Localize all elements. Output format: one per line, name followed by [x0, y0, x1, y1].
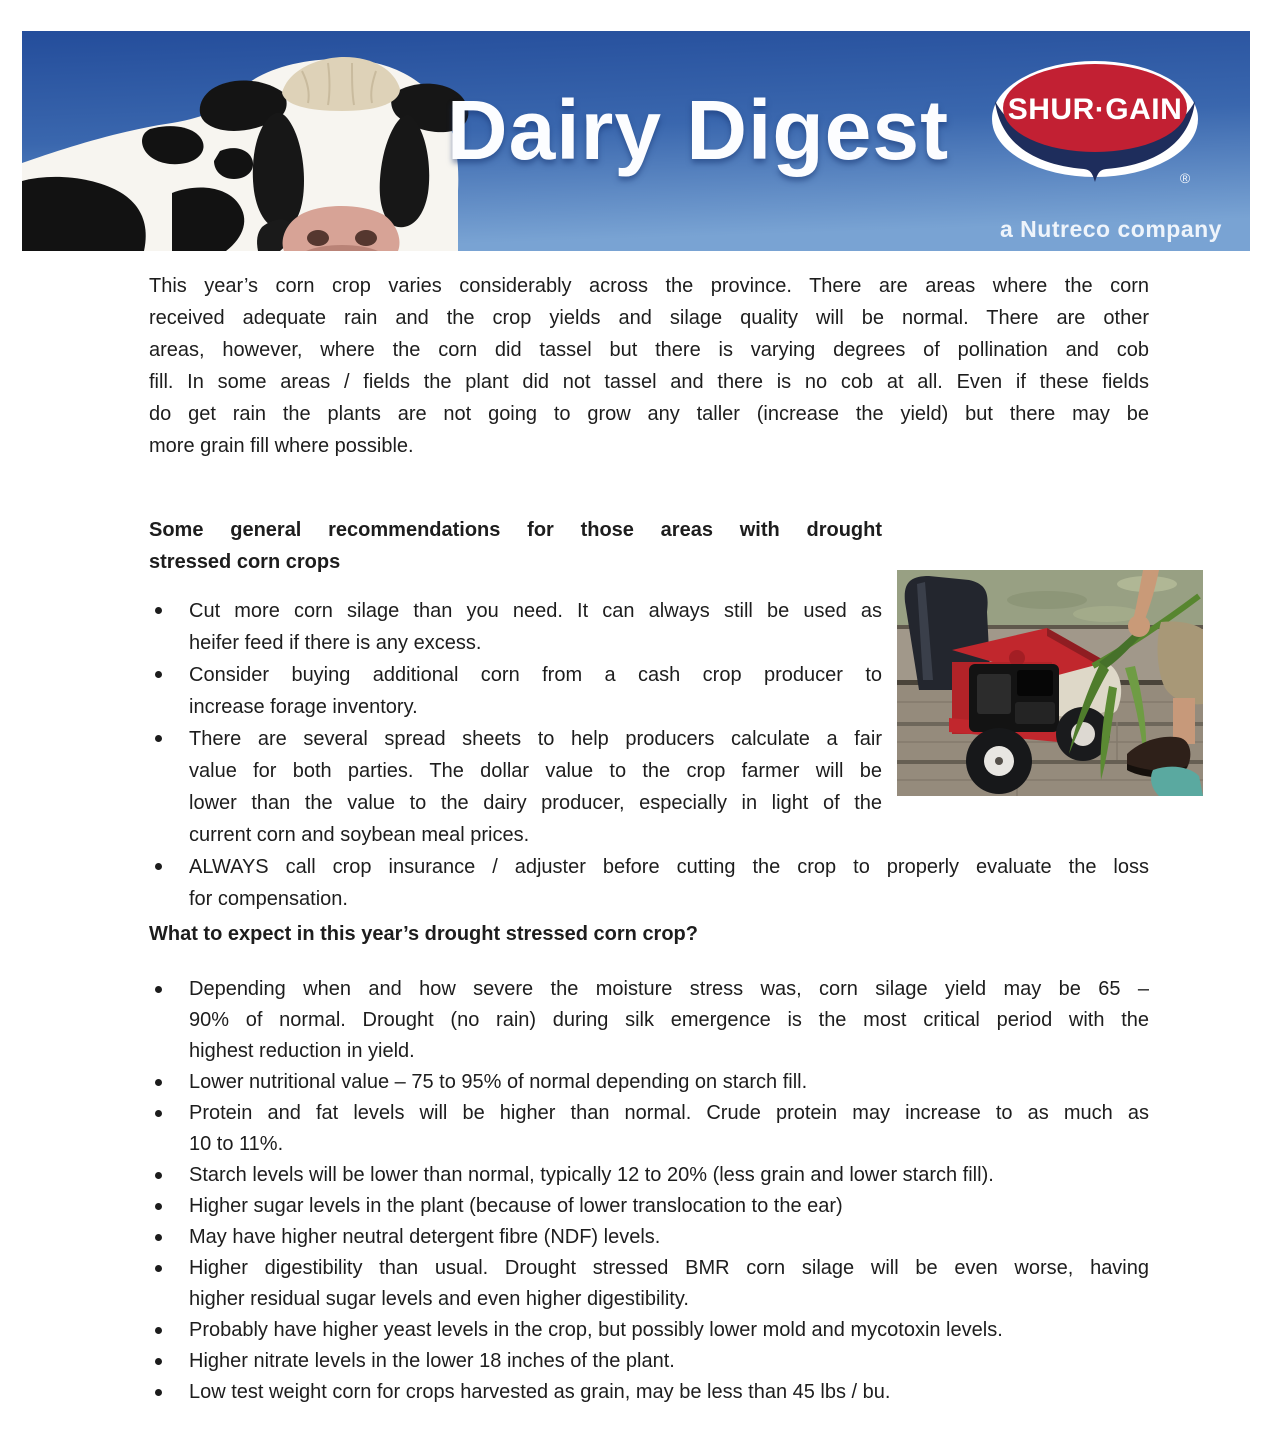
text-line: Lower nutritional value – 75 to 95% of normal depending on starch fill. — [189, 1071, 808, 1093]
text-line: more grain fill where possible. — [149, 435, 414, 457]
text-line: fill. In some areas / fields the plant did not tassel and there is no cob at all. Even if these fields — [149, 371, 1149, 393]
bullet-item — [149, 1191, 1149, 1222]
text-line: Higher sugar levels in the plant (because of lower translocation to the ear) — [189, 1195, 843, 1217]
text-line: Low test weight corn for crops harvested as grain, may be less than 45 lbs / bu. — [189, 1381, 891, 1403]
text-line: increase forage inventory. — [189, 696, 418, 718]
bullet-item — [149, 659, 882, 723]
cow-nostril — [307, 230, 329, 246]
bullet-item — [149, 1346, 1149, 1377]
text-line: Some general recommendations for those areas with drought — [149, 519, 882, 541]
section2-bullet-list — [149, 974, 1149, 1408]
text-line: lower than the value to the dairy producer, especially in light of the — [189, 792, 882, 814]
section1-heading — [149, 514, 882, 578]
text-line: heifer feed if there is any excess. — [189, 632, 482, 654]
text-line: Consider buying additional corn from a cash crop producer to — [189, 664, 882, 686]
corn-chipper-photo — [897, 570, 1203, 796]
bullet-item — [149, 595, 882, 659]
text-line: Higher digestibility than usual. Drought stressed BMR corn silage will be even worse, having — [189, 1257, 1149, 1279]
text-line: for compensation. — [189, 888, 348, 910]
text-line: There are several spread sheets to help producers calculate a fair — [189, 728, 882, 750]
text-line: current corn and soybean meal prices. — [189, 824, 530, 846]
text-line: Protein and fat levels will be higher than normal. Crude protein may increase to as much as — [189, 1102, 1149, 1124]
section2-heading — [149, 918, 1149, 950]
intro-paragraph — [149, 270, 1149, 462]
cow-nostril — [355, 230, 377, 246]
leg — [1173, 698, 1195, 744]
text-line: highest reduction in yield. — [189, 1040, 415, 1062]
text-line: areas, however, where the corn did tassel but there is varying degrees of pollination and cob — [149, 339, 1149, 361]
text-line: higher residual sugar levels and even higher digestibility. — [189, 1288, 689, 1310]
newsletter-banner — [22, 31, 1250, 251]
text-line: do get rain the plants are not going to grow any taller (increase the yield) but there may be — [149, 403, 1149, 425]
bullet-item — [149, 723, 882, 851]
text-line: Probably have higher yeast levels in the crop, but possibly lower mold and mycotoxin levels. — [189, 1319, 1003, 1341]
newsletter-title: Dairy Digest — [446, 83, 950, 177]
bullet-item — [149, 1222, 1149, 1253]
text-line: This year’s corn crop varies considerably across the province. There are areas where the corn — [149, 275, 1149, 297]
bullet-item — [149, 1377, 1149, 1408]
bullet-item — [149, 974, 1149, 1067]
bullet-item — [149, 1315, 1149, 1346]
bullet-item — [149, 1067, 1149, 1098]
logo-wordmark: SHUR·GAIN — [1007, 93, 1183, 126]
bullet-item — [149, 1253, 1149, 1315]
logo-tagline: a Nutreco company — [1000, 216, 1222, 242]
text-line: Starch levels will be lower than normal, typically 12 to 20% (less grain and lower starch fill). — [189, 1164, 994, 1186]
hand — [1128, 615, 1150, 637]
text-line: stressed corn crops — [149, 551, 341, 573]
text-line: value for both parties. The dollar value to the crop farmer will be — [189, 760, 882, 782]
text-line: Cut more corn silage than you need. It can always still be used as — [189, 600, 882, 622]
fuel-cap — [1009, 650, 1025, 666]
text-line: May have higher neutral detergent fibre (NDF) levels. — [189, 1226, 661, 1248]
text-line: 90% of normal. Drought (no rain) during silk emergence is the most critical period with the — [189, 1009, 1149, 1031]
bullet-item — [149, 851, 1149, 915]
text-line: received adequate rain and the crop yields and silage quality will be normal. There are other — [149, 307, 1149, 329]
bullet-item — [149, 1098, 1149, 1160]
registered-mark: ® — [1179, 170, 1191, 186]
text-line: 10 to 11%. — [189, 1133, 284, 1155]
text-line: Higher nitrate levels in the lower 18 inches of the plant. — [189, 1350, 675, 1372]
text-line: ALWAYS call crop insurance / adjuster before cutting the crop to properly evaluate the loss — [189, 856, 1149, 878]
text-line: Depending when and how severe the moisture stress was, corn silage yield may be 65 – — [189, 978, 1149, 1000]
bullet-item — [149, 1160, 1149, 1191]
text-line: What to expect in this year’s drought stressed corn crop? — [149, 923, 698, 945]
